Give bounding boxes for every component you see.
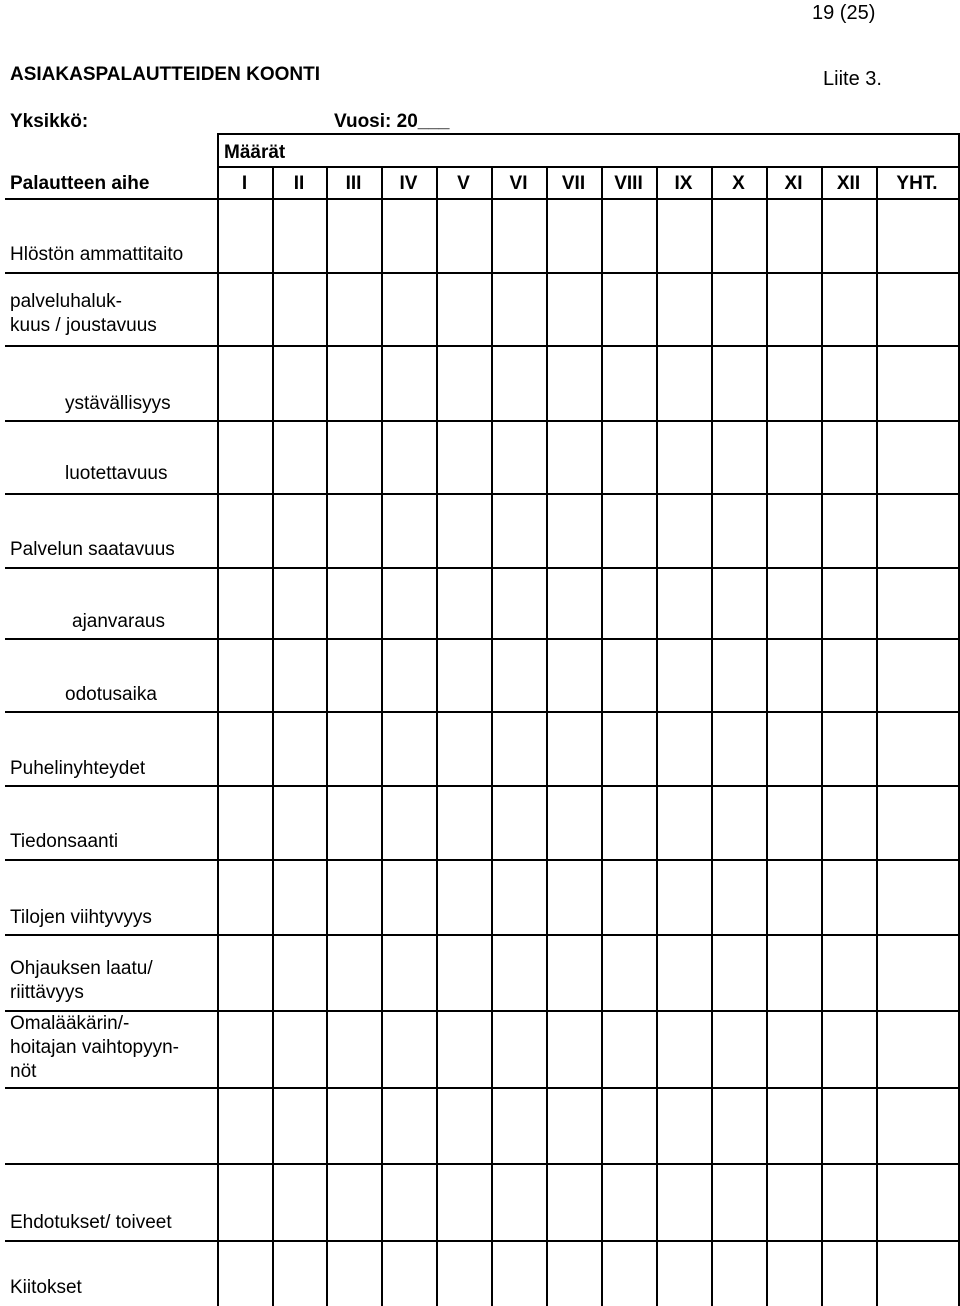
grid-line bbox=[381, 166, 383, 1306]
grid-line bbox=[711, 166, 713, 1306]
grid-line bbox=[5, 934, 958, 936]
month-column-header: XII bbox=[836, 173, 861, 194]
grid-line bbox=[217, 166, 958, 168]
grid-line bbox=[5, 198, 958, 200]
row-label: Tilojen viihtyvyys bbox=[10, 907, 152, 928]
row-label: palveluhaluk- kuus / joustavuus bbox=[10, 291, 157, 336]
month-column-header: VII bbox=[561, 173, 586, 194]
grid-line bbox=[5, 859, 958, 861]
attachment-label: Liite 3. bbox=[823, 68, 882, 90]
unit-label: Yksikkö: bbox=[10, 111, 89, 132]
row-label: ajanvaraus bbox=[72, 611, 165, 632]
grid-line bbox=[656, 166, 658, 1306]
row-label: odotusaika bbox=[65, 684, 157, 705]
grid-line bbox=[5, 1087, 958, 1089]
row-label: Palvelun saatavuus bbox=[10, 539, 175, 560]
grid-line bbox=[5, 785, 958, 787]
grid-line bbox=[5, 711, 958, 713]
row-label: luotettavuus bbox=[65, 463, 168, 484]
grid-line bbox=[5, 1163, 958, 1165]
grid-line bbox=[5, 345, 958, 347]
row-label: ystävällisyys bbox=[65, 393, 171, 414]
month-column-header: IX bbox=[674, 173, 693, 194]
grid-line bbox=[766, 166, 768, 1306]
row-label: Ohjauksen laatu/ riittävyys bbox=[10, 958, 153, 1003]
quantities-label: Määrät bbox=[224, 142, 286, 163]
grid-line bbox=[326, 166, 328, 1306]
grid-line bbox=[272, 166, 274, 1306]
row-label: Kiitokset bbox=[10, 1277, 82, 1298]
grid-line bbox=[5, 272, 958, 274]
month-column-header: VIII bbox=[614, 173, 643, 194]
row-label: Ehdotukset/ toiveet bbox=[10, 1212, 172, 1233]
total-column-header: YHT. bbox=[896, 173, 938, 194]
row-label: Tiedonsaanti bbox=[10, 831, 119, 852]
month-column-header: II bbox=[293, 173, 305, 194]
month-column-header: III bbox=[345, 173, 362, 194]
month-column-header: X bbox=[732, 173, 745, 194]
year-label: Vuosi: 20___ bbox=[334, 111, 450, 132]
month-column-header: I bbox=[241, 173, 248, 194]
grid-line bbox=[5, 567, 958, 569]
grid-line bbox=[5, 493, 958, 495]
grid-line bbox=[876, 166, 878, 1306]
topic-column-header: Palautteen aihe bbox=[10, 173, 150, 194]
grid-line bbox=[5, 1240, 958, 1242]
grid-line bbox=[546, 166, 548, 1306]
month-column-header: V bbox=[457, 173, 470, 194]
grid-line bbox=[5, 420, 958, 422]
month-column-header: XI bbox=[784, 173, 803, 194]
row-label: Omalääkärin/- hoitajan vaihtopyyn- nöt bbox=[10, 1013, 179, 1082]
page-title: ASIAKASPALAUTTEIDEN KOONTI bbox=[10, 64, 320, 85]
month-column-header: IV bbox=[399, 173, 418, 194]
grid-line bbox=[217, 133, 958, 135]
grid-line bbox=[601, 166, 603, 1306]
row-label: Hlöstön ammattitaito bbox=[10, 244, 184, 265]
grid-line bbox=[217, 133, 219, 1306]
grid-line bbox=[491, 166, 493, 1306]
grid-line bbox=[5, 638, 958, 640]
grid-line bbox=[821, 166, 823, 1306]
grid-line bbox=[436, 166, 438, 1306]
page-number: 19 (25) bbox=[812, 2, 876, 24]
month-column-header: VI bbox=[509, 173, 528, 194]
row-label: Puhelinyhteydet bbox=[10, 758, 146, 779]
